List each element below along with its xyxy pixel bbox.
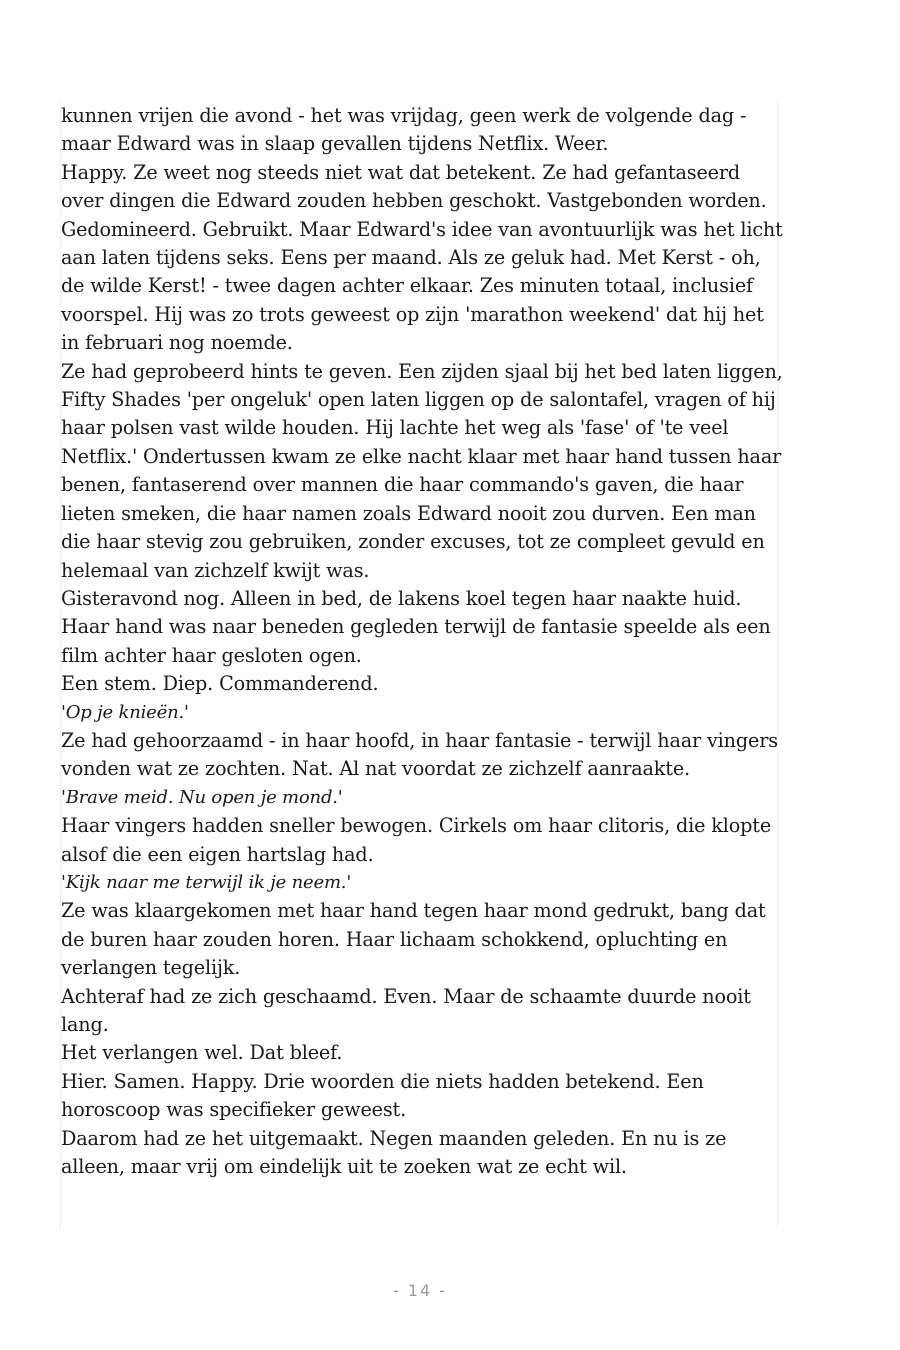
paragraph: Ze had gehoorzaamd - in haar hoofd, in haar fantasie - terwijl haar vingers vonden wat ze zochten. Nat. Al nat voordat ze zichzelf aanraakte.: [61, 728, 778, 781]
page-number: - 14 -: [392, 1281, 448, 1300]
paragraph: Het verlangen wel. Dat bleef.: [61, 1041, 343, 1065]
paragraph: Achteraf had ze zich geschaamd. Even. Maar de schaamte duurde nooit lang.: [61, 984, 751, 1036]
italic-dialogue: 'Kijk naar me terwijl ik je neem.': [61, 871, 352, 893]
paragraph: Ze was klaargekomen met haar hand tegen haar mond gedrukt, bang dat de buren haar zouden horen. Haar lichaam schokkend, opluchting en verlangen tegelijk.: [61, 899, 766, 980]
italic-dialogue: 'Brave meid. Nu open je mond.': [61, 786, 343, 808]
paragraph: kunnen vrijen die avond - het was vrijdag, geen werk de volgende dag - maar Edward was in slaap gevallen tijdens Netflix. Weer.: [61, 104, 747, 156]
italic-dialogue: 'Op je knieën.': [61, 701, 189, 723]
paragraph: Happy. Ze weet nog steeds niet wat dat betekent. Ze had gefantaseerd over dingen die Edward zouden hebben geschokt. Vastgebonden worden. Gedomineerd. Gebruikt. Maar Edward's idee van avontuurlijk was het licht aan laten tijdens seks. Eens per maand. Als ze geluk had. Met Kerst - oh, de wilde Kerst! - twee dagen achter elkaar. Zes minuten totaal, inclusief voorspel. Hij was zo trots geweest op zijn 'marathon weekend' dat hij het in februari nog noemde.: [61, 160, 783, 355]
paragraph: Hier. Samen. Happy. Drie woorden die niets hadden betekend. Een horoscoop was specifieker geweest.: [61, 1069, 704, 1122]
paragraph: Ze had geprobeerd hints te geven. Een zijden sjaal bij het bed laten liggen, Fifty Shades 'per ongeluk' open laten liggen op de salontafel, vragen of hij haar polsen vast wilde houden. Hij lachte het weg als 'fase' of 'te veel Netflix.' Ondertussen kwam ze elke nacht klaar met haar hand tussen haar benen, fantaserend over mannen die haar commando's gaven, die haar lieten smeken, die haar namen zoals Edward nooit zou durven. Een man die haar stevig zou gebruiken, zonder excuses, tot ze compleet gevuld en helemaal van zichzelf kwijt was.: [61, 359, 783, 582]
paragraph: Een stem. Diep. Commanderend.: [61, 672, 379, 696]
body-text: [61, 102, 783, 1181]
paragraph: Haar vingers hadden sneller bewogen. Cirkels om haar clitoris, die klopte alsof die een eigen hartslag had.: [61, 814, 772, 866]
paragraph: Daarom had ze het uitgemaakt. Negen maanden geleden. En nu is ze alleen, maar vrij om eindelijk uit te zoeken wat ze echt wil.: [61, 1126, 727, 1179]
paragraph: Gisteravond nog. Alleen in bed, de lakens koel tegen haar naakte huid. Haar hand was naar beneden gegleden terwijl de fantasie speelde als een film achter haar gesloten ogen.: [61, 586, 771, 667]
